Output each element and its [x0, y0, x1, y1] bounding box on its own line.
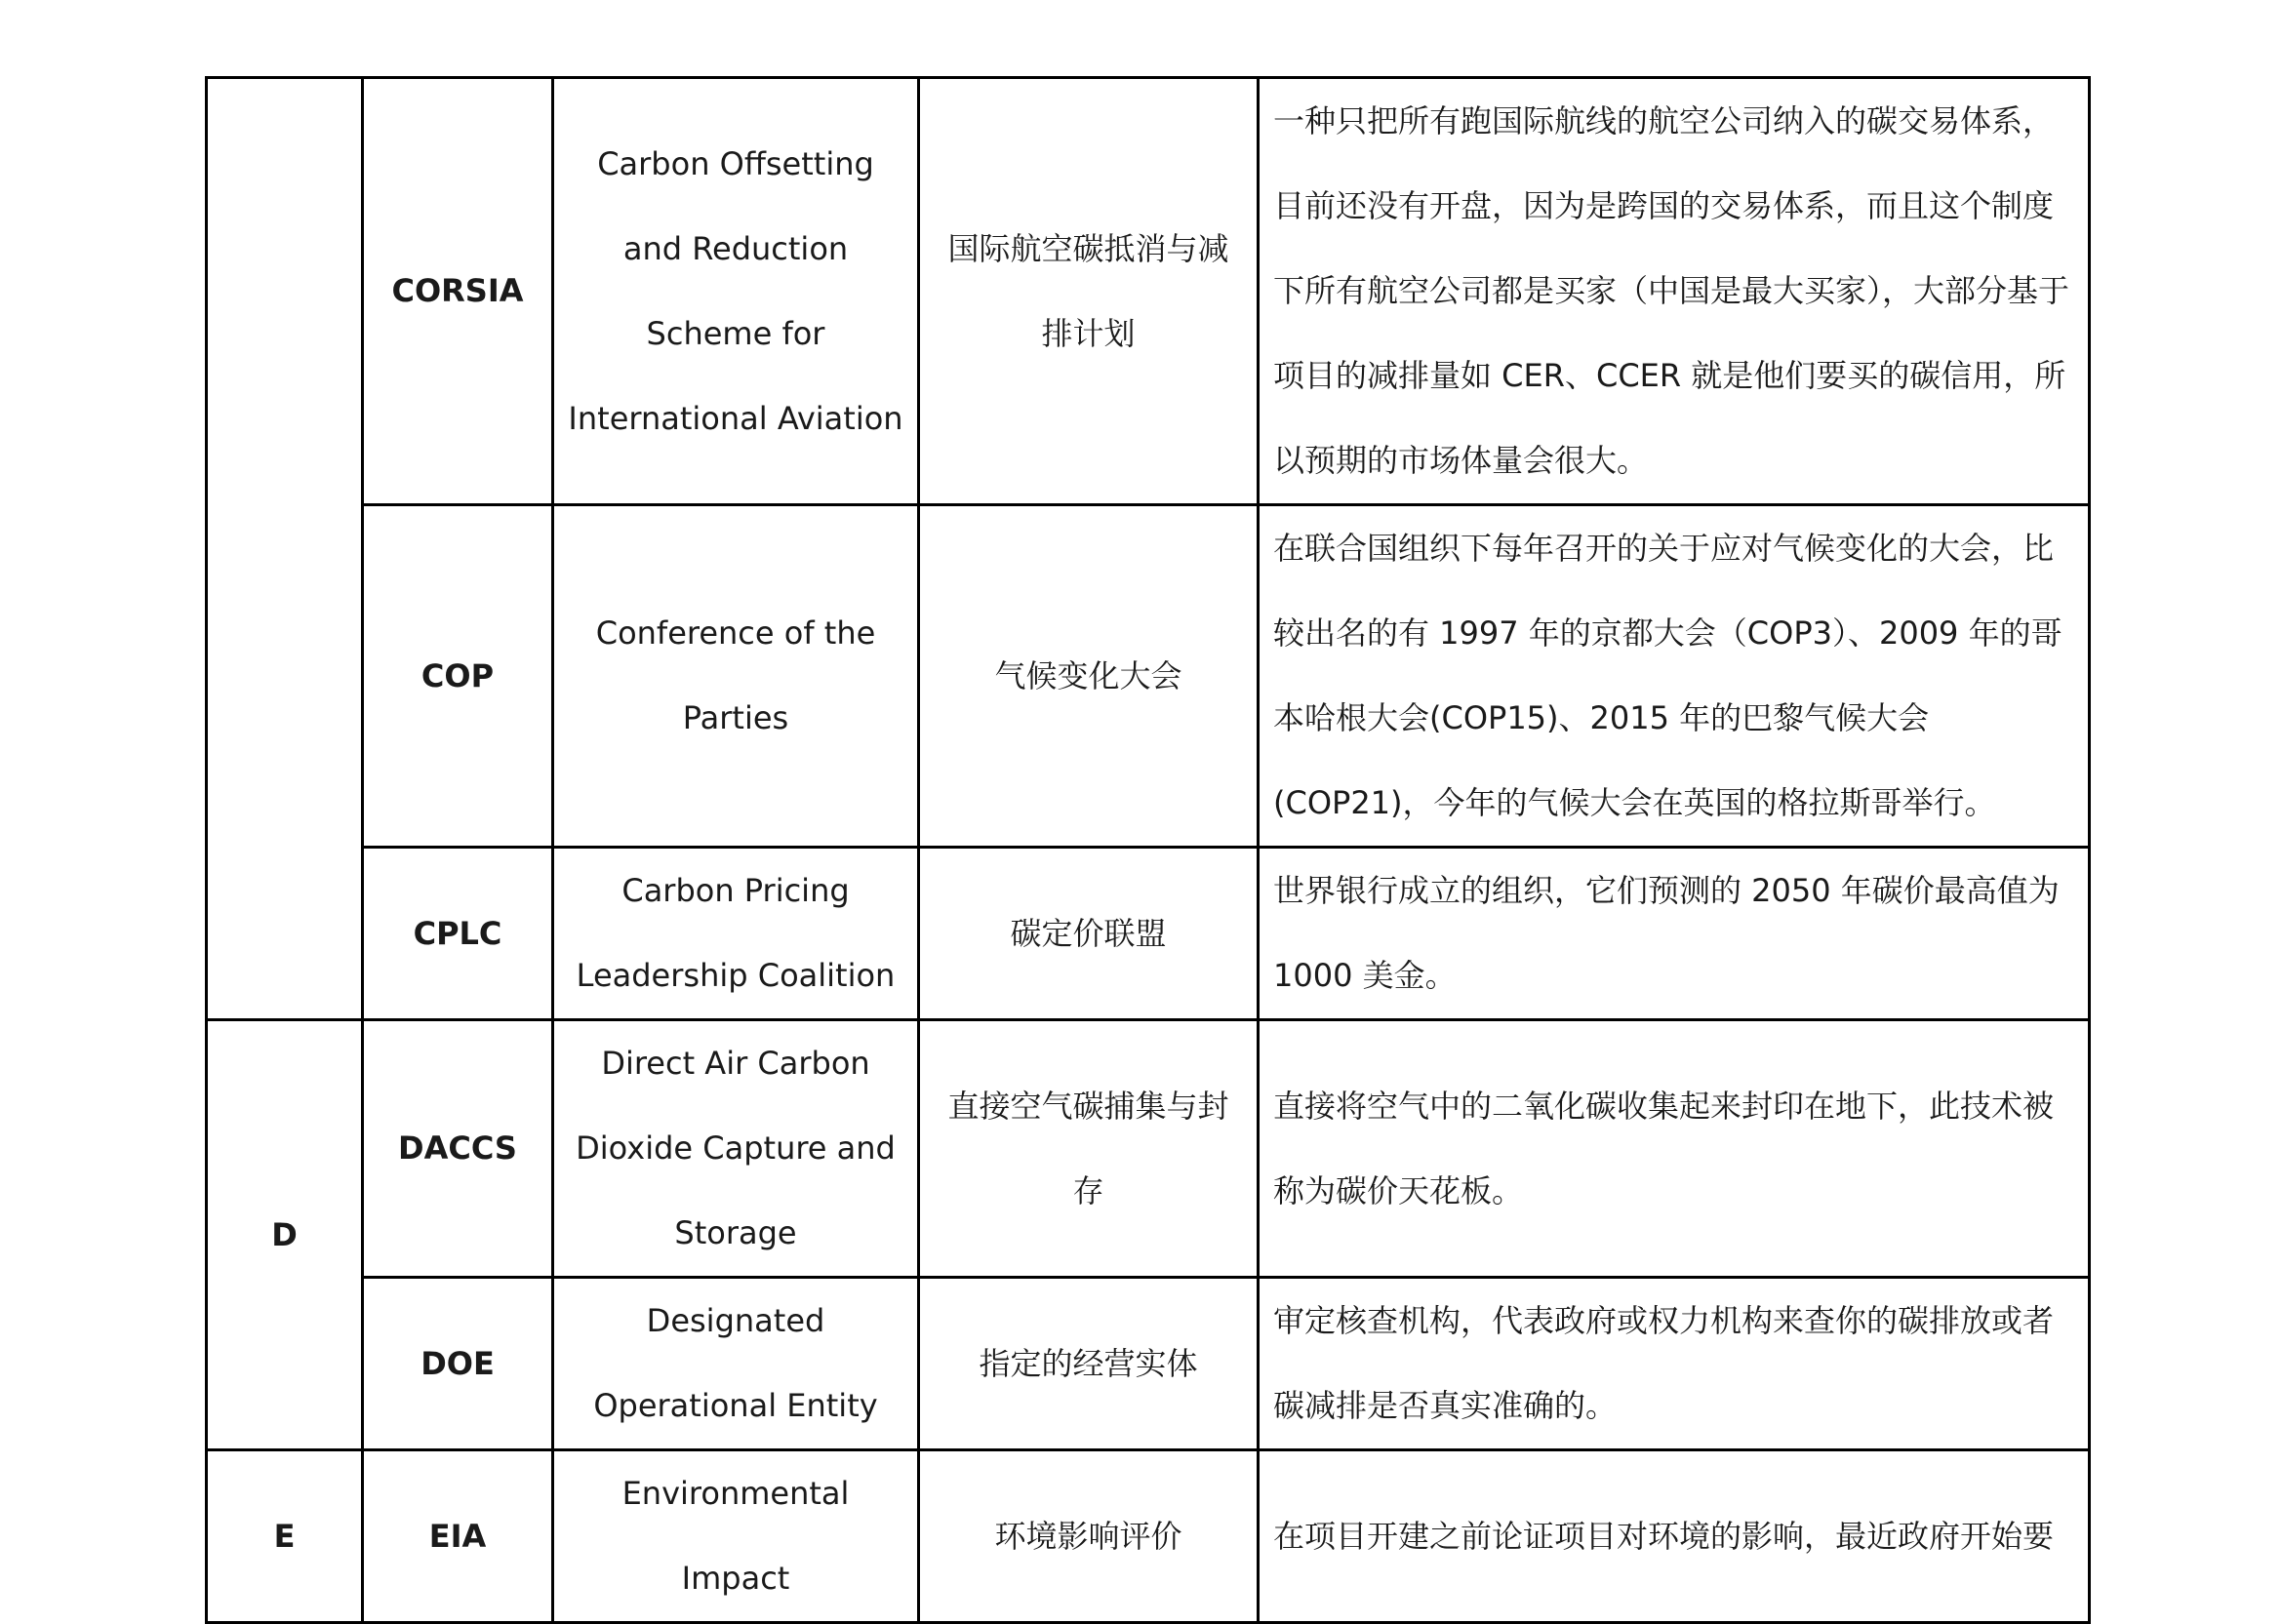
- letter-cell: [207, 78, 363, 1020]
- chinese-term-cell: 环境影响评价: [919, 1450, 1259, 1623]
- table-row: [207, 848, 2090, 1020]
- abbreviation-cell: CORSIA: [363, 78, 553, 505]
- english-term-cell: Direct Air Carbon Dioxide Capture and Storage: [553, 1020, 919, 1278]
- chinese-term-cell: 直接空气碳捕集与封存: [919, 1020, 1259, 1278]
- description-cell: 直接将空气中的二氧化碳收集起来封印在地下，此技术被称为碳价天花板。: [1259, 1020, 2090, 1278]
- english-term-cell: Designated Operational Entity: [553, 1278, 919, 1450]
- table-row: [207, 1450, 2090, 1623]
- abbreviation-cell: COP: [363, 505, 553, 848]
- english-term-cell: Carbon Offsetting and Reduction Scheme for International Aviation: [553, 78, 919, 505]
- description-cell: 世界银行成立的组织，它们预测的 2050 年碳价最高值为 1000 美金。: [1259, 848, 2090, 1020]
- description-cell: 在项目开建之前论证项目对环境的影响，最近政府开始要: [1259, 1450, 2090, 1623]
- chinese-term-cell: 指定的经营实体: [919, 1278, 1259, 1450]
- english-term-cell: Conference of the Parties: [553, 505, 919, 848]
- abbreviation-cell: CPLC: [363, 848, 553, 1020]
- abbreviation-cell: EIA: [363, 1450, 553, 1623]
- table-row: [207, 78, 2090, 505]
- abbreviation-cell: DACCS: [363, 1020, 553, 1278]
- english-term-cell: Carbon Pricing Leadership Coalition: [553, 848, 919, 1020]
- table-row: [207, 1020, 2090, 1278]
- description-cell: 审定核查机构，代表政府或权力机构来查你的碳排放或者碳减排是否真实准确的。: [1259, 1278, 2090, 1450]
- table-row: [207, 1278, 2090, 1450]
- description-cell: 一种只把所有跑国际航线的航空公司纳入的碳交易体系，目前还没有开盘，因为是跨国的交易体系，而且这个制度下所有航空公司都是买家（中国是最大买家），大部分基于项目的减排量如 CER、CCER 就是他们要买的碳信用，所以预期的市场体量会很大。: [1259, 78, 2090, 505]
- table-row: [207, 505, 2090, 848]
- english-term-cell: Environmental Impact: [553, 1450, 919, 1623]
- letter-cell: E: [207, 1450, 363, 1623]
- chinese-term-cell: 国际航空碳抵消与减排计划: [919, 78, 1259, 505]
- abbreviation-cell: DOE: [363, 1278, 553, 1450]
- description-cell: 在联合国组织下每年召开的关于应对气候变化的大会，比较出名的有 1997 年的京都大会（COP3）、2009 年的哥本哈根大会(COP15)、2015 年的巴黎气候大会(COP21)，今年的气候大会在英国的格拉斯哥举行。: [1259, 505, 2090, 848]
- glossary-table: [205, 76, 2091, 1624]
- chinese-term-cell: 气候变化大会: [919, 505, 1259, 848]
- letter-cell: D: [207, 1020, 363, 1450]
- chinese-term-cell: 碳定价联盟: [919, 848, 1259, 1020]
